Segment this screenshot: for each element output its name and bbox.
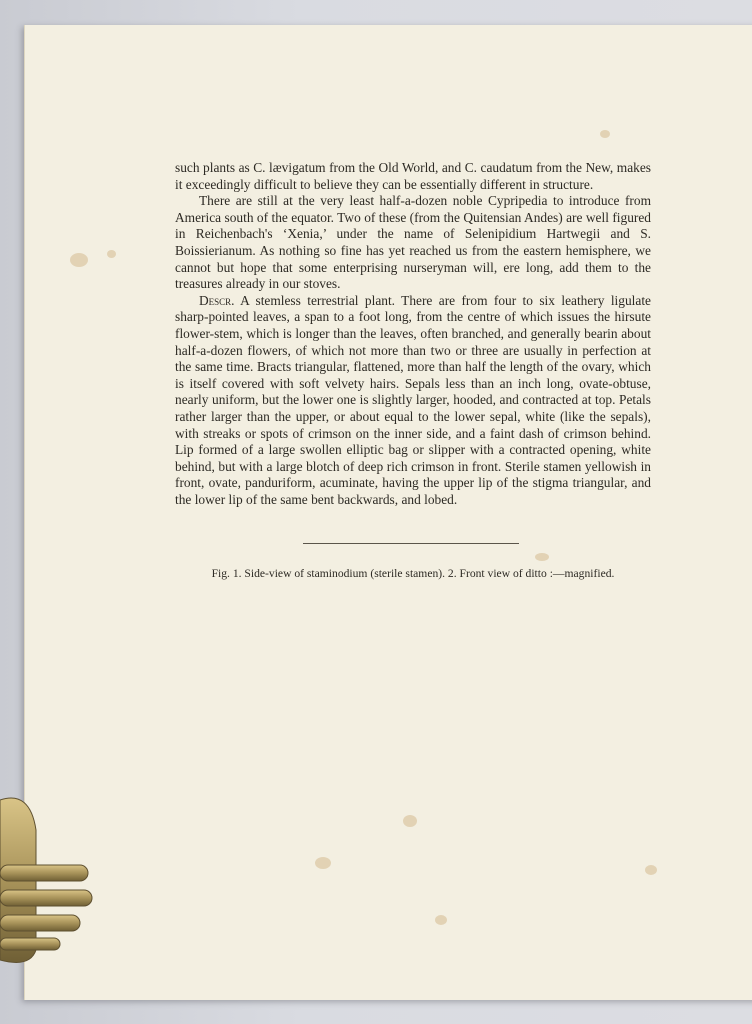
figure-caption: Fig. 1. Side-view of staminodium (sterile stamen). 2. Front view of ditto :—magnified.	[211, 567, 615, 580]
body-text	[175, 160, 651, 508]
description-label: Descr.	[199, 292, 235, 308]
divider-rule	[303, 543, 519, 544]
foxing-stain	[435, 915, 447, 925]
description-text: A stemless terrestrial plant. There are from four to six leathery ligulate sharp-pointed leaves, a span to a foot long, from the centre of which issues the hirsute flower-stem, which is longer than the leaves, often branched, and generally bearin about half-a-dozen flowers, of which not more than two or three are usually in perfection at the same time. Bracts triangular, flattened, more than half the length of the ovary, which is itself covered with soft velvety hairs. Sepals less than an inch long, ovate-obtuse, nearly uniform, but the lower one is slightly larger, hooded, and contracted at top. Petals rather larger than the upper, or about equal to the lower sepal, white (like the sepals), with streaks or spots of crimson on the inner side, and a faint dash of crimson behind. Lip formed of a large swollen elliptic bag or slipper with a contracted opening, white behind, but with a large blotch of deep rich crimson in front. Sterile stamen yellowish in front, ovate, panduriform, acuminate, having the upper lip of the stigma triangular, and the lower lip of the same bent backwards, and lobed.	[175, 292, 651, 507]
foxing-stain	[315, 857, 331, 869]
paragraph-intro: such plants as C. lævigatum from the Old World, and C. caudatum from the New, makes it exceedingly difficult to believe they can be essentially different in structure.	[175, 160, 651, 192]
foxing-stain	[600, 130, 610, 138]
foxing-stain	[107, 250, 116, 258]
paragraph-description	[175, 293, 651, 509]
foxing-stain	[70, 253, 88, 267]
foxing-stain	[645, 865, 657, 875]
paragraph-cypripedia: There are still at the very least half-a-dozen noble Cypripedia to introduce from America south of the equator. Two of these (from the Quitensian Andes) are well figured in Reichenbach's ‘Xenia,’ under the name of Selenipidium Hartwegii and S. Boissierianum. As nothing so fine has yet reached us from the eastern hemisphere, we cannot but hope that some enterprising nurseryman will, ere long, add them to the treasures already in our stoves.	[175, 193, 651, 292]
foxing-stain	[403, 815, 417, 827]
brass-clip-holder	[0, 790, 100, 970]
foxing-stain	[535, 553, 549, 561]
